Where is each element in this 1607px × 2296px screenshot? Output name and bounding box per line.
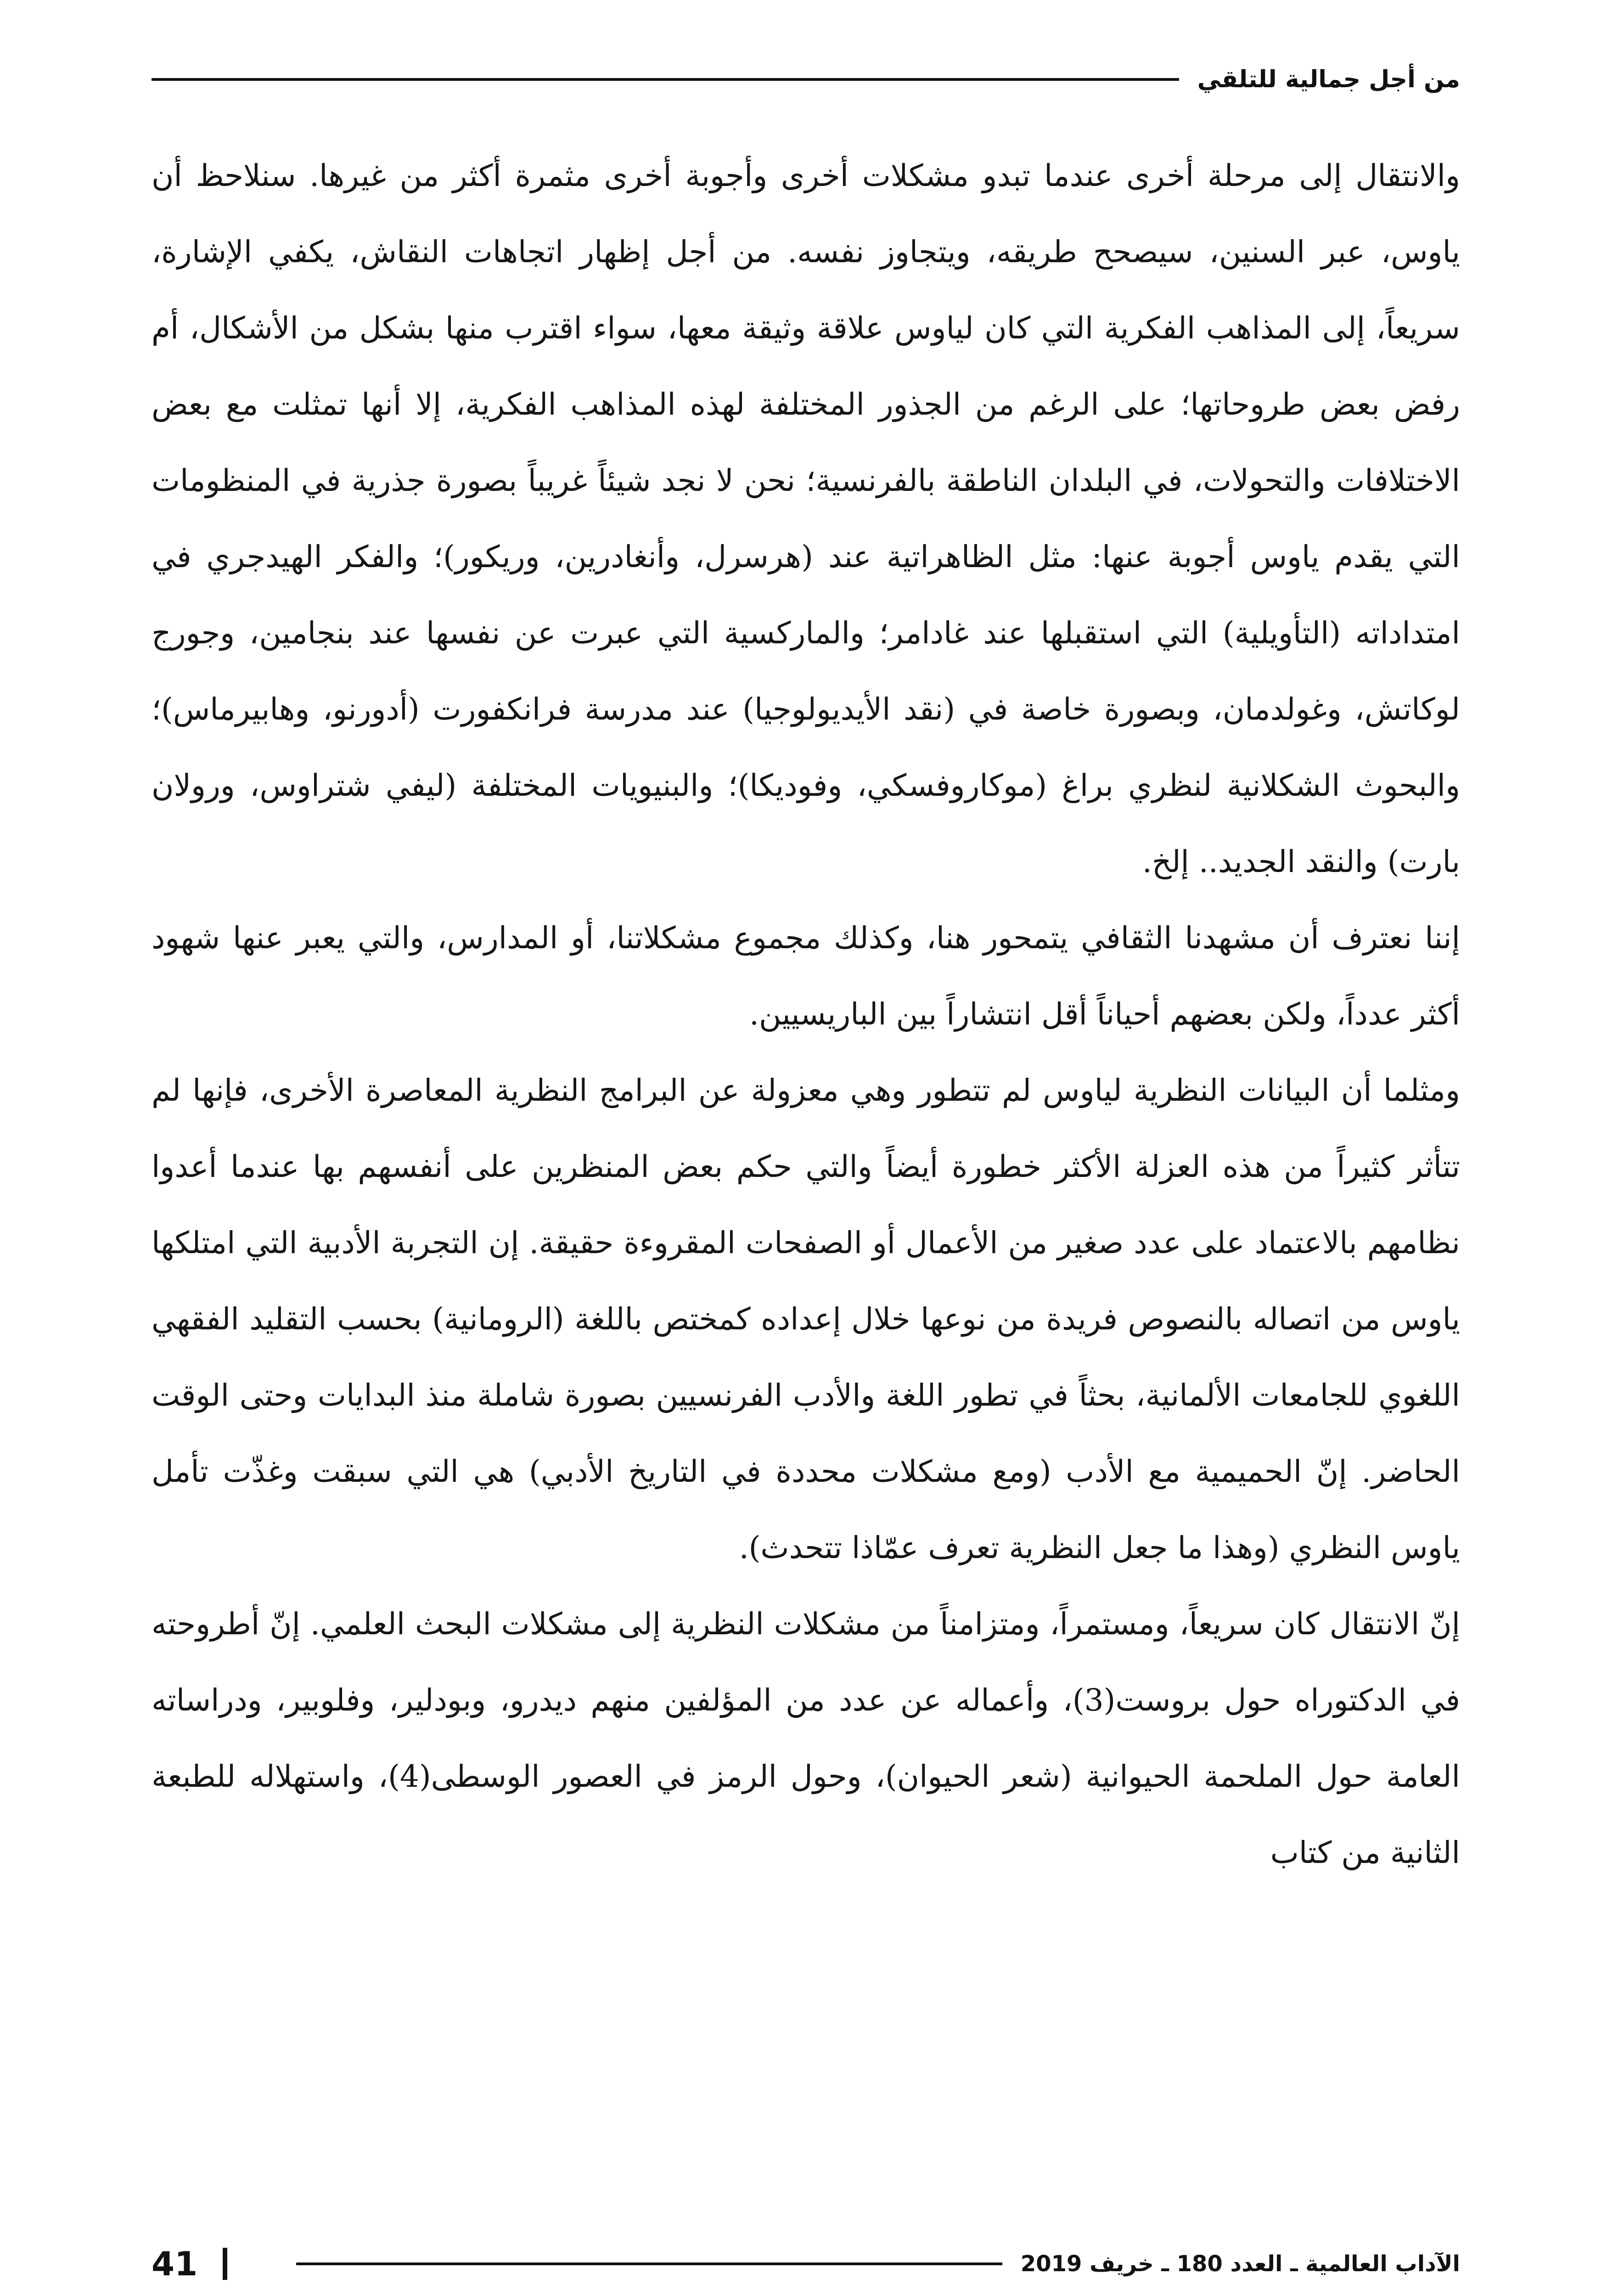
- journal-info: الآداب العالمية ـ العدد 180 ـ خريف 2019: [1020, 2251, 1460, 2277]
- paragraph: والانتقال إلى مرحلة أخرى عندما تبدو مشكلات أخرى وأجوبة أخرى مثمرة أكثر من غيرها. سنلاحظ أن ياوس، عبر السنين، سيصحح طريقه، ويتجاوز نفسه. من أجل إظهار اتجاهات النقاش، يكفي الإشارة، سريعاً، إلى المذاهب الفكرية التي كان لياوس علاقة وثيقة معها، سواء اقترب منها بشكل من الأشكال، أم رفض بعض طروحاتها؛ على الرغم من الجذور المختلفة لهذه المذاهب الفكرية، إلا أنها تمثلت مع بعض الاختلافات والتحولات، في البلدان الناطقة بالفرنسية؛ نحن لا نجد شيئاً غريباً بصورة جذرية في المنظومات التي يقدم ياوس أجوبة عنها: مثل الظاهراتية عند (هرسرل، وأنغادرين، وريكور)؛ والفكر الهيدجري في امتداداته (التأويلية) التي استقبلها عند غادامر؛ والماركسية التي عبرت عن نفسها عند بنجامين، وجورج لوكاتش، وغولدمان، وبصورة خاصة في (نقد الأيديولوجيا) عند مدرسة فرانكفورت (أدورنو، وهابيرماس)؛ والبحوث الشكلانية لنظري براغ (موكاروفسكي، وفوديكا)؛ والبنيويات المختلفة (ليفي شتراوس، ورولان بارت) والنقد الجديد.. إلخ.: [152, 158, 1460, 879]
- running-title: من أجل جمالية للتلقي: [1197, 66, 1460, 93]
- footer-rule: [296, 2262, 1002, 2265]
- page-number: 41: [152, 2245, 198, 2283]
- paragraph: إنّ الانتقال كان سريعاً، ومستمراً، ومتزامناً من مشكلات النظرية إلى مشكلات البحث العلمي. إنّ أطروحته في الدكتوراه حول بروست(3)، وأعماله عن عدد من المؤلفين منهم ديدرو، وبودلير، وفلوبير، ودراساته العامة حول الملحمة الحيوانية (شعر الحيوان)، وحول الرمز في العصور الوسطى(4)، واستهلاله للطبعة الثانية من كتاب: [152, 1606, 1461, 1870]
- paragraph: ومثلما أن البيانات النظرية لياوس لم تتطور وهي معزولة عن البرامج النظرية المعاصرة الأخرى، فإنها لم تتأثر كثيراً من هذه العزلة الأكثر خطورة أيضاً والتي حكم بعض المنظرين على أنفسهم بها عندما أعدوا نظامهم بالاعتماد على عدد صغير من الأعمال أو الصفحات المقروءة حقيقة. إن التجربة الأدبية التي امتلكها ياوس من اتصاله بالنصوص فريدة من نوعها خلال إعداده كمختص باللغة (الرومانية) بحسب التقليد الفقهي اللغوي للجامعات الألمانية، بحثاً في تطور اللغة والأدب الفرنسيين بصورة شاملة منذ البدايات وحتى الوقت الحاضر. إنّ الحميمية مع الأدب (ومع مشكلات محددة في التاريخ الأدبي) هي التي سبقت وغذّت تأمل ياوس النظري (وهذا ما جعل النظرية تعرف عمّاذا تتحدث).: [152, 1073, 1461, 1565]
- body-text: [152, 138, 1460, 1891]
- page-header: [152, 54, 1460, 105]
- paragraph: إننا نعترف أن مشهدنا الثقافي يتمحور هنا، وكذلك مجموع مشكلاتنا، أو المدارس، والتي يعبر عنها شهود أكثر عدداً، ولكن بعضهم أحياناً أقل انتشاراً بين الباريسيين.: [152, 920, 1460, 1032]
- header-rule: [152, 78, 1179, 81]
- page-footer: [152, 2239, 1460, 2289]
- footer-separator-bar: [223, 2248, 227, 2280]
